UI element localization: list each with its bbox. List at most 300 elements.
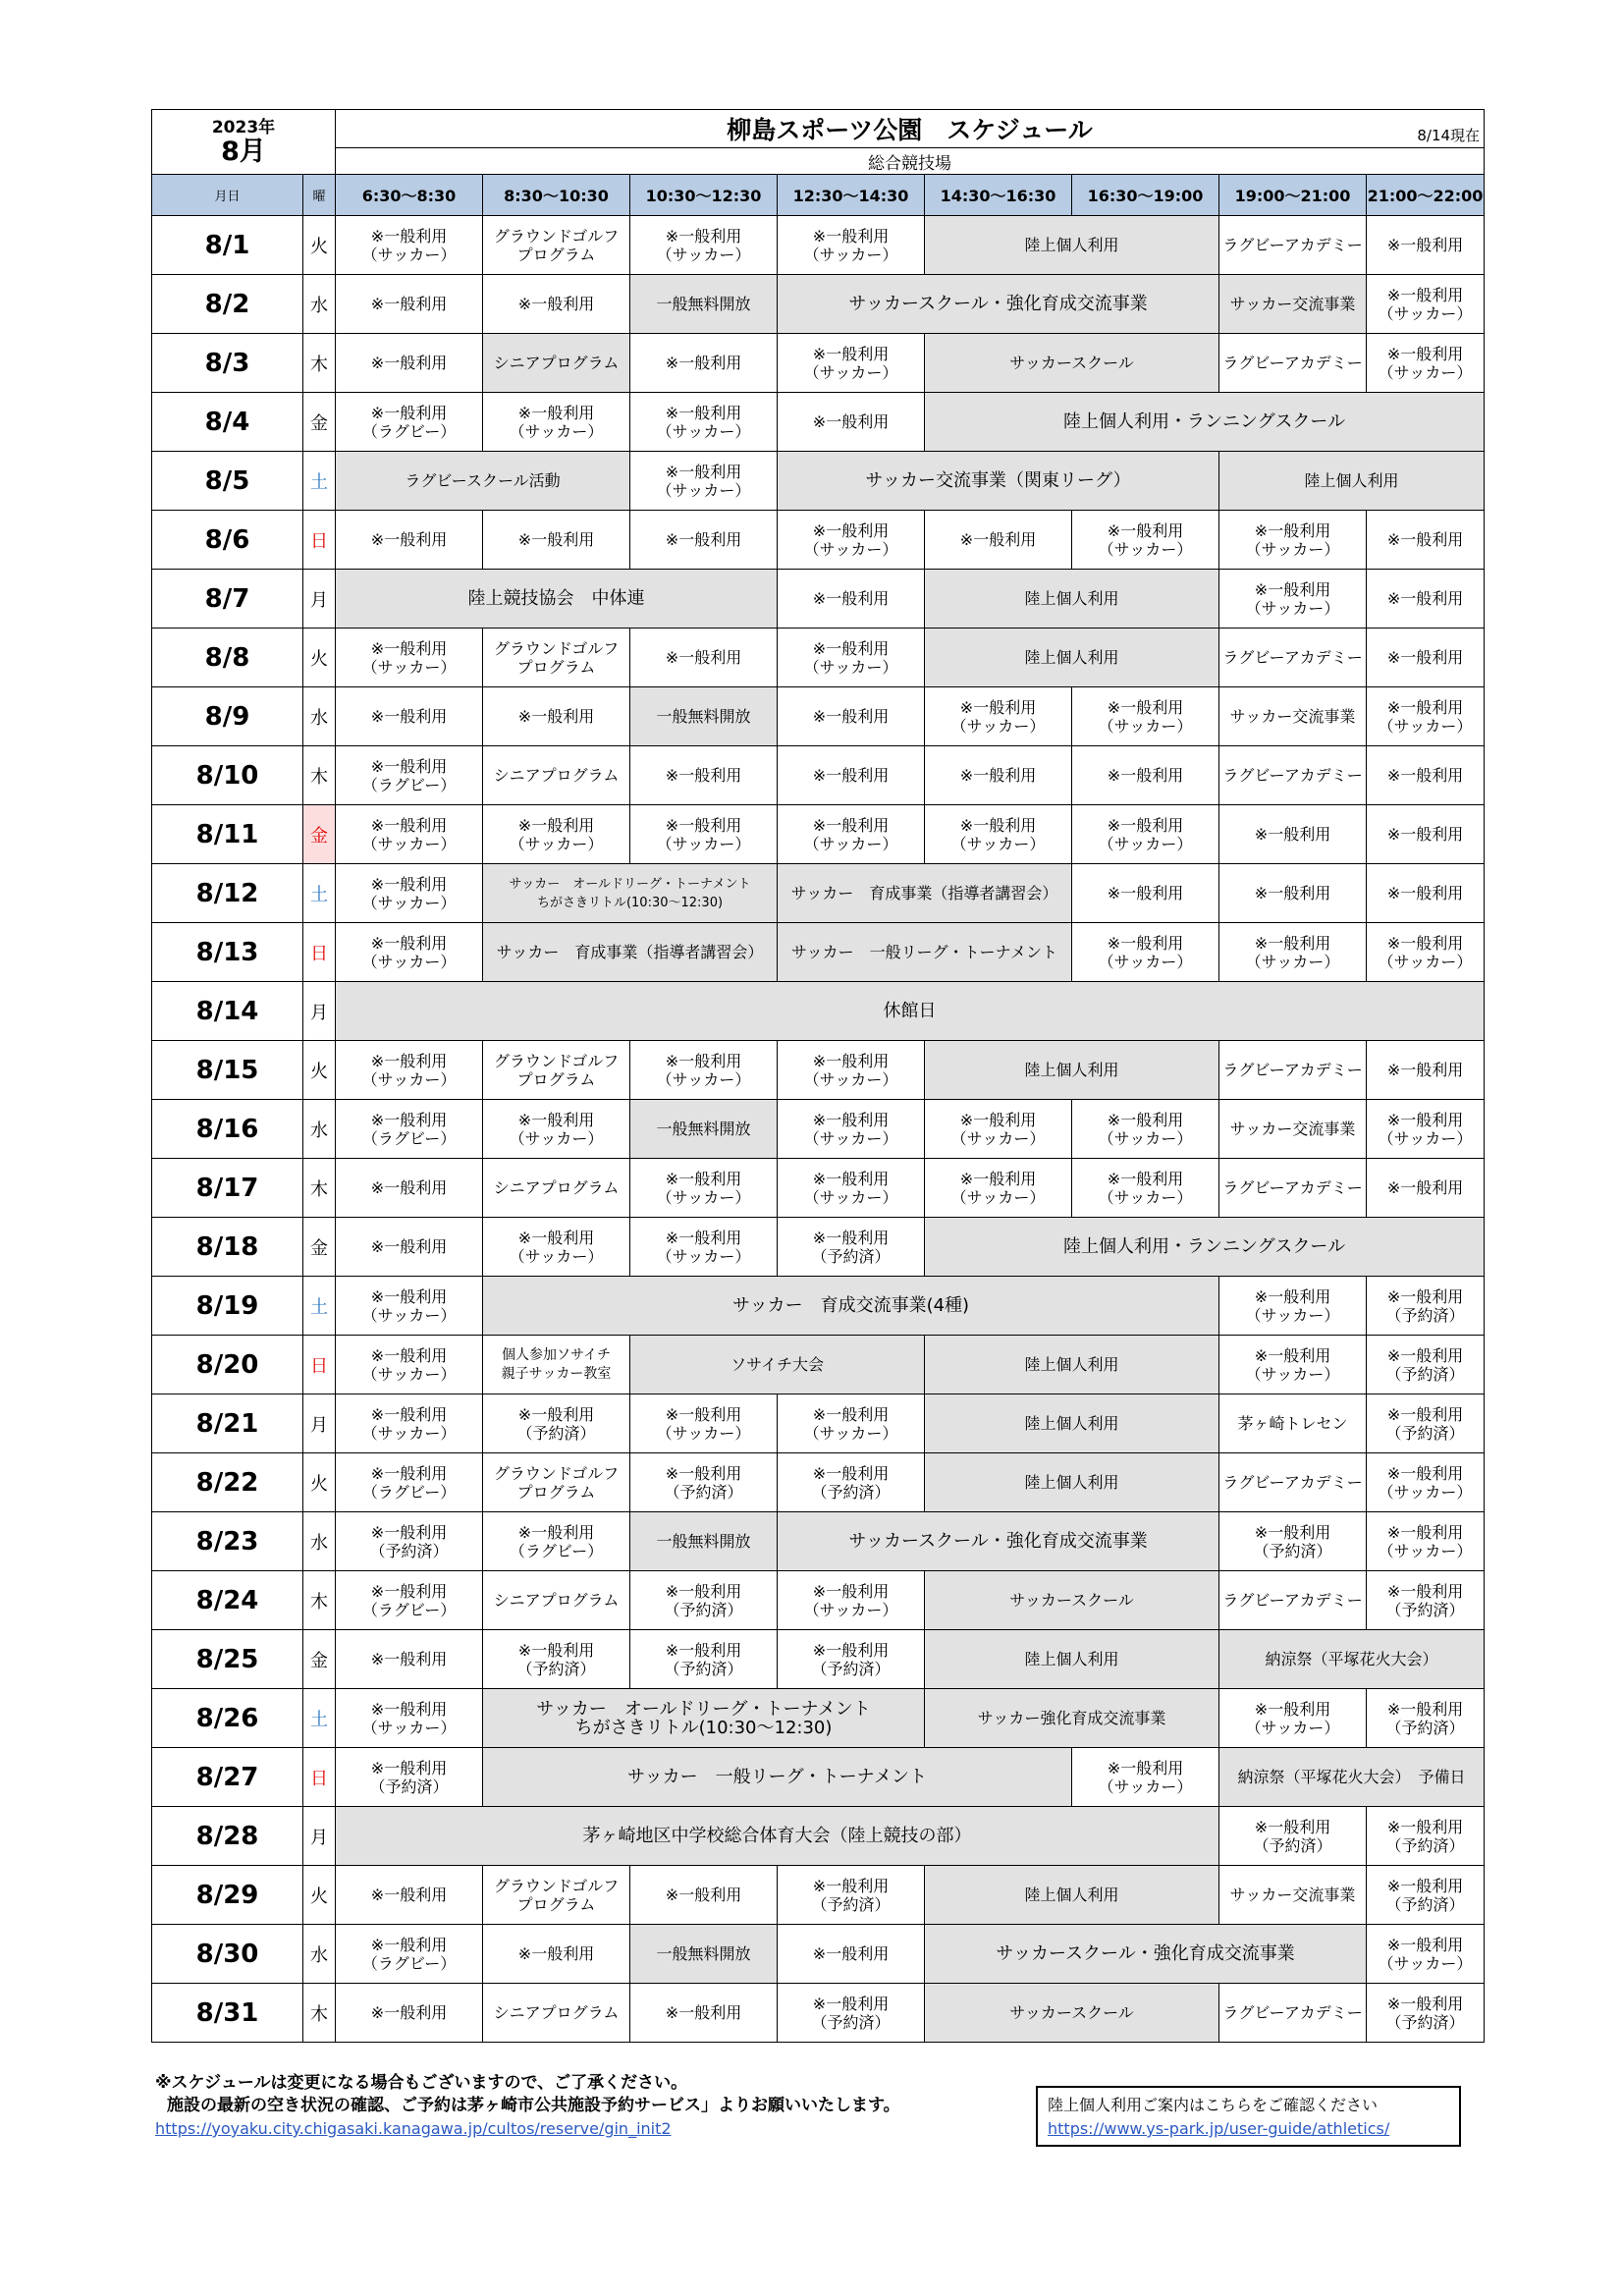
slot-cell: ※一般利用 （サッカー） [336,629,483,687]
date-cell: 8/18 [152,1218,303,1277]
event-cell: ソサイチ大会 [630,1336,925,1394]
slot-cell: ※一般利用 （サッカー） [1367,1512,1485,1571]
slot-cell: ※一般利用 [336,1984,483,2043]
facility-name: 総合競技場 [336,148,1485,175]
slot-cell: ※一般利用 （サッカー） [1072,511,1219,570]
event-cell: サッカースクール・強化育成交流事業 [778,1512,1219,1571]
slot-cell: ※一般利用 （サッカー） [630,393,778,452]
date-cell: 8/30 [152,1925,303,1984]
weekday-cell: 木 [303,1159,336,1218]
weekday-cell: 火 [303,1866,336,1925]
header-row [152,175,1485,216]
slot-cell: ※一般利用 （予約済） [1219,1807,1367,1866]
event-cell: ラグビースクール活動 [336,452,630,511]
change-notice: ※スケジュールは変更になる場合もございますので、ご了承ください。 [155,2073,688,2093]
slot-cell: ※一般利用 （サッカー） [778,511,925,570]
slot-cell: ※一般利用 （サッカー） [336,1689,483,1748]
date-cell: 8/26 [152,1689,303,1748]
as-of-date: 8/14現在 [1417,127,1481,144]
slot-cell: シニアプログラム [483,1571,630,1630]
event-cell: 陸上個人利用 [925,1866,1219,1925]
event-cell: 陸上個人利用 [925,1041,1219,1100]
table-row [152,1277,1485,1336]
weekday-cell: 日 [303,1336,336,1394]
slot-cell: ※一般利用 （サッカー） [1367,1925,1485,1984]
slot-cell: ※一般利用 （サッカー） [1219,570,1367,629]
date-cell: 8/11 [152,805,303,864]
slot-cell: ※一般利用 [336,511,483,570]
table-row [152,570,1485,629]
event-cell: 一般無料開放 [630,687,778,746]
table-row [152,1218,1485,1277]
slot-cell: ※一般利用 （サッカー） [336,1336,483,1394]
event-cell: サッカー 育成事業（指導者講習会） [778,864,1072,923]
slot-cell: ※一般利用 [630,746,778,805]
athletics-info-title: 陸上個人利用ご案内はこちらをご確認ください [1048,2096,1379,2114]
table-row [152,511,1485,570]
weekday-cell: 土 [303,452,336,511]
reservation-link[interactable]: https://yoyaku.city.chigasaki.kanagawa.jp/cultos/reserve/gin_init2 [155,2119,672,2138]
slot-cell: ※一般利用 （サッカー） [1072,805,1219,864]
date-cell: 8/10 [152,746,303,805]
slot-cell: ※一般利用 （ラグビー） [336,1571,483,1630]
slot-cell: ※一般利用 [1072,864,1219,923]
year-label: 2023年 [211,117,276,137]
table-row [152,864,1485,923]
event-cell: 陸上個人利用 [925,1630,1219,1689]
event-cell: 陸上個人利用 [1219,452,1485,511]
slot-cell: ※一般利用 （サッカー） [925,1159,1072,1218]
slot-header: 16:30〜19:00 [1072,175,1219,216]
slot-cell: ※一般利用 （予約済） [336,1512,483,1571]
slot-cell: ※一般利用 （サッカー） [630,452,778,511]
table-row [152,805,1485,864]
slot-cell: ※一般利用 （サッカー） [630,805,778,864]
slot-cell: ※一般利用 （サッカー） [1367,687,1485,746]
slot-cell: ※一般利用 （サッカー） [778,1159,925,1218]
event-cell: 陸上個人利用・ランニングスクール [925,393,1485,452]
slot-cell: ※一般利用 （サッカー） [336,805,483,864]
event-cell: 陸上個人利用・ランニングスクール [925,1218,1485,1277]
slot-cell: ※一般利用 [336,334,483,393]
slot-cell: ※一般利用 （サッカー） [336,1277,483,1336]
date-cell: 8/4 [152,393,303,452]
event-cell: 陸上個人利用 [925,1394,1219,1453]
event-cell: サッカー交流事業（関東リーグ） [778,452,1219,511]
date-cell: 8/13 [152,923,303,982]
slot-cell: ※一般利用 （サッカー） [336,864,483,923]
table-row [152,216,1485,275]
slot-cell: ※一般利用 （サッカー） [778,629,925,687]
slot-cell: ※一般利用 （サッカー） [1219,923,1367,982]
table-row [152,1689,1485,1748]
slot-cell: ※一般利用 [1367,864,1485,923]
slot-header: 6:30〜8:30 [336,175,483,216]
table-row [152,1453,1485,1512]
slot-header: 19:00〜21:00 [1219,175,1367,216]
slot-cell: ※一般利用 [336,1630,483,1689]
slot-cell: 茅ヶ崎トレセン [1219,1394,1367,1453]
schedule-body [152,216,1485,2043]
date-cell: 8/2 [152,275,303,334]
slot-cell: ※一般利用 （予約済） [1367,1984,1485,2043]
weekday-cell: 水 [303,687,336,746]
date-cell: 8/29 [152,1866,303,1925]
slot-cell: ラグビーアカデミー [1219,1041,1367,1100]
slot-header: 10:30〜12:30 [630,175,778,216]
event-cell: サッカー オールドリーグ・トーナメント ちがさきリトル(10:30〜12:30) [483,864,778,923]
weekday-cell: 木 [303,334,336,393]
table-row [152,746,1485,805]
slot-cell: ※一般利用 [1367,1159,1485,1218]
slot-cell: ※一般利用 （予約済） [1367,1866,1485,1925]
slot-header: 14:30〜16:30 [925,175,1072,216]
slot-cell: ※一般利用 （サッカー） [1367,1100,1485,1159]
slot-cell: ※一般利用 （予約済） [778,1984,925,2043]
slot-cell: ※一般利用 [925,511,1072,570]
slot-cell: ※一般利用 [336,1866,483,1925]
slot-cell: ラグビーアカデミー [1219,334,1367,393]
slot-cell: ※一般利用 （サッカー） [1219,1336,1367,1394]
slot-cell: ラグビーアカデミー [1219,1453,1367,1512]
slot-cell: サッカー交流事業 [1219,687,1367,746]
weekday-cell: 日 [303,923,336,982]
weekday-cell: 金 [303,805,336,864]
slot-cell: ※一般利用 （サッカー） [1219,1689,1367,1748]
slot-cell: ラグビーアカデミー [1219,1159,1367,1218]
date-cell: 8/14 [152,982,303,1041]
col-dow-header: 曜 [303,175,336,216]
weekday-cell: 日 [303,1748,336,1807]
slot-cell: ラグビーアカデミー [1219,629,1367,687]
slot-header: 21:00〜22:00 [1367,175,1485,216]
facility-row [152,148,1485,175]
athletics-info-link[interactable]: https://www.ys-park.jp/user-guide/athletics/ [1048,2119,1390,2138]
slot-cell: ※一般利用 （サッカー） [778,1571,925,1630]
date-cell: 8/5 [152,452,303,511]
table-row [152,1925,1485,1984]
slot-cell: ※一般利用 （サッカー） [336,1041,483,1100]
event-cell: 陸上個人利用 [925,216,1219,275]
date-cell: 8/20 [152,1336,303,1394]
slot-cell: ※一般利用 [778,1925,925,1984]
slot-cell: ※一般利用 （サッカー） [336,1394,483,1453]
slot-cell: ※一般利用 （サッカー） [483,393,630,452]
slot-cell: サッカー交流事業 [1219,1866,1367,1925]
slot-cell: ※一般利用 （ラグビー） [336,1100,483,1159]
page-title: 柳島スポーツ公園 スケジュール [727,116,1093,144]
slot-cell: ※一般利用 （サッカー） [483,1100,630,1159]
table-row [152,1394,1485,1453]
table-row [152,1630,1485,1689]
slot-cell: ※一般利用 [1367,805,1485,864]
slot-cell: ※一般利用 （予約済） [630,1571,778,1630]
slot-cell: ※一般利用 （サッカー） [1367,923,1485,982]
slot-cell: ※一般利用 [778,687,925,746]
slot-cell: ラグビーアカデミー [1219,216,1367,275]
event-cell: 陸上競技協会 中体連 [336,570,778,629]
slot-cell: ※一般利用 （サッカー） [1072,687,1219,746]
slot-cell: サッカー交流事業 [1219,1100,1367,1159]
slot-header: 8:30〜10:30 [483,175,630,216]
slot-cell: ※一般利用 [1367,1041,1485,1100]
date-cell: 8/19 [152,1277,303,1336]
event-cell: サッカー強化育成交流事業 [925,1689,1219,1748]
month-label: 8月 [221,136,266,167]
event-cell: 納涼祭（平塚花火大会） [1219,1630,1485,1689]
date-cell: 8/6 [152,511,303,570]
slot-cell: ※一般利用 （予約済） [483,1630,630,1689]
date-cell: 8/23 [152,1512,303,1571]
slot-cell: ※一般利用 [336,1159,483,1218]
slot-cell: ※一般利用 [630,1984,778,2043]
slot-cell: ※一般利用 （サッカー） [336,216,483,275]
table-row [152,393,1485,452]
table-row [152,1512,1485,1571]
slot-cell: ※一般利用 [336,1218,483,1277]
slot-cell: ※一般利用 （サッカー） [336,923,483,982]
weekday-cell: 金 [303,1630,336,1689]
slot-cell: ※一般利用 （予約済） [1367,1277,1485,1336]
slot-cell: ※一般利用 （サッカー） [1367,1453,1485,1512]
table-row [152,452,1485,511]
slot-cell: ※一般利用 （予約済） [778,1218,925,1277]
athletics-info-box [1036,2086,1461,2147]
slot-cell: ※一般利用 [630,1866,778,1925]
slot-cell: ※一般利用 [1072,746,1219,805]
slot-cell: ※一般利用 （ラグビー） [336,393,483,452]
weekday-cell: 土 [303,864,336,923]
slot-cell: ※一般利用 （サッカー） [1367,275,1485,334]
event-cell: サッカースクール [925,1571,1219,1630]
weekday-cell: 水 [303,1512,336,1571]
title-row [152,110,1485,148]
event-cell: 一般無料開放 [630,275,778,334]
weekday-cell: 火 [303,1041,336,1100]
slot-cell: ※一般利用 （予約済） [1367,1571,1485,1630]
footer-notes [155,2072,900,2140]
slot-cell: ※一般利用 （ラグビー） [336,1925,483,1984]
slot-cell: ※一般利用 （サッカー） [778,805,925,864]
weekday-cell: 木 [303,1984,336,2043]
slot-cell: ※一般利用 （ラグビー） [483,1512,630,1571]
table-row [152,687,1485,746]
event-cell: 納涼祭（平塚花火大会） 予備日 [1219,1748,1485,1807]
slot-cell: ※一般利用 [483,275,630,334]
slot-cell: ※一般利用 （サッカー） [1072,923,1219,982]
event-cell: 陸上個人利用 [925,629,1219,687]
event-cell: サッカースクール・強化育成交流事業 [778,275,1219,334]
weekday-cell: 月 [303,982,336,1041]
date-cell: 8/8 [152,629,303,687]
slot-cell: ※一般利用 （予約済） [778,1453,925,1512]
slot-cell: ラグビーアカデミー [1219,1571,1367,1630]
slot-cell: ※一般利用 （サッカー） [778,334,925,393]
slot-cell: ※一般利用 （サッカー） [1219,1277,1367,1336]
event-cell: 陸上個人利用 [925,570,1219,629]
weekday-cell: 水 [303,275,336,334]
weekday-cell: 月 [303,570,336,629]
weekday-cell: 金 [303,1218,336,1277]
weekday-cell: 火 [303,216,336,275]
slot-cell: ※一般利用 [630,629,778,687]
slot-cell: ※一般利用 [630,334,778,393]
slot-cell: グラウンドゴルフ プログラム [483,629,630,687]
weekday-cell: 火 [303,1453,336,1512]
date-cell: 8/27 [152,1748,303,1807]
slot-cell: ※一般利用 （サッカー） [483,805,630,864]
slot-cell: ※一般利用 （サッカー） [630,216,778,275]
slot-cell: グラウンドゴルフ プログラム [483,1041,630,1100]
date-cell: 8/31 [152,1984,303,2043]
weekday-cell: 月 [303,1807,336,1866]
slot-cell: ※一般利用 （サッカー） [925,687,1072,746]
table-row [152,1100,1485,1159]
table-row [152,1866,1485,1925]
event-cell: 休館日 [336,982,1485,1041]
slot-cell: ※一般利用 （予約済） [1219,1512,1367,1571]
slot-cell: ※一般利用 （サッカー） [1072,1748,1219,1807]
table-row [152,1984,1485,2043]
table-row [152,923,1485,982]
date-cell: 8/16 [152,1100,303,1159]
weekday-cell: 木 [303,746,336,805]
date-cell: 8/28 [152,1807,303,1866]
table-row [152,334,1485,393]
slot-cell: ※一般利用 （予約済） [1367,1689,1485,1748]
slot-cell: ※一般利用 [483,687,630,746]
reservation-notice: 施設の最新の空き状況の確認、ご予約は茅ヶ崎市公共施設予約サービス」よりお願いいたします。 [167,2096,900,2115]
slot-cell: ※一般利用 （サッカー） [1367,334,1485,393]
slot-cell: ※一般利用 （予約済） [483,1394,630,1453]
date-cell: 8/22 [152,1453,303,1512]
slot-cell: ※一般利用 [1367,216,1485,275]
slot-cell: ※一般利用 （サッカー） [1072,1159,1219,1218]
weekday-cell: 金 [303,393,336,452]
weekday-cell: 土 [303,1689,336,1748]
page-title-cell [336,110,1485,148]
slot-cell: ※一般利用 [1367,511,1485,570]
slot-cell: ※一般利用 （サッカー） [630,1159,778,1218]
weekday-cell: 水 [303,1925,336,1984]
date-cell: 8/25 [152,1630,303,1689]
event-cell: 一般無料開放 [630,1100,778,1159]
slot-cell: ※一般利用 [778,746,925,805]
slot-cell: グラウンドゴルフ プログラム [483,1453,630,1512]
slot-cell: ※一般利用 （サッカー） [778,1100,925,1159]
table-row [152,1571,1485,1630]
table-row [152,629,1485,687]
slot-cell: ※一般利用 （サッカー） [630,1041,778,1100]
slot-cell: ※一般利用 （ラグビー） [336,746,483,805]
date-cell: 8/24 [152,1571,303,1630]
slot-cell: シニアプログラム [483,746,630,805]
slot-cell: シニアプログラム [483,1159,630,1218]
slot-cell: ※一般利用 [778,393,925,452]
date-cell: 8/7 [152,570,303,629]
slot-cell: ※一般利用 （サッカー） [778,1041,925,1100]
weekday-cell: 日 [303,511,336,570]
date-cell: 8/12 [152,864,303,923]
date-cell: 8/3 [152,334,303,393]
slot-cell: グラウンドゴルフ プログラム [483,1866,630,1925]
event-cell: 一般無料開放 [630,1925,778,1984]
slot-cell: ※一般利用 （ラグビー） [336,1453,483,1512]
date-cell: 8/15 [152,1041,303,1100]
slot-cell: ※一般利用 （予約済） [1367,1807,1485,1866]
event-cell: サッカースクール [925,334,1219,393]
slot-cell: ※一般利用 （予約済） [1367,1394,1485,1453]
weekday-cell: 火 [303,629,336,687]
slot-cell: シニアプログラム [483,1984,630,2043]
slot-cell: グラウンドゴルフ プログラム [483,216,630,275]
slot-cell: ※一般利用 （予約済） [630,1630,778,1689]
slot-cell: ※一般利用 （サッカー） [1219,511,1367,570]
slot-cell: ※一般利用 [336,275,483,334]
event-cell: サッカー 一般リーグ・トーナメント [778,923,1072,982]
slot-cell: ※一般利用 [483,1925,630,1984]
slot-cell: ラグビーアカデミー [1219,1984,1367,2043]
event-cell: 一般無料開放 [630,1512,778,1571]
slot-cell: ※一般利用 [778,570,925,629]
table-row [152,1041,1485,1100]
event-cell: 茅ヶ崎地区中学校総合体育大会（陸上競技の部） [336,1807,1219,1866]
table-row [152,1159,1485,1218]
slot-cell: ※一般利用 （サッカー） [483,1218,630,1277]
event-cell: 陸上個人利用 [925,1453,1219,1512]
year-month-cell [152,110,336,175]
slot-cell: ※一般利用 （サッカー） [630,1394,778,1453]
slot-cell: ※一般利用 [1219,805,1367,864]
table-row [152,275,1485,334]
slot-cell: ※一般利用 （サッカー） [925,1100,1072,1159]
event-cell: 陸上個人利用 [925,1336,1219,1394]
table-row [152,1807,1485,1866]
table-row [152,1336,1485,1394]
slot-cell: ※一般利用 [336,687,483,746]
slot-cell: ※一般利用 （予約済） [336,1748,483,1807]
table-row [152,982,1485,1041]
slot-cell: ※一般利用 （サッカー） [778,1394,925,1453]
event-cell: サッカー 育成交流事業(4種) [483,1277,1219,1336]
slot-cell: ※一般利用 [1367,570,1485,629]
slot-cell: ※一般利用 （サッカー） [778,216,925,275]
event-cell: サッカー 育成事業（指導者講習会） [483,923,778,982]
event-cell: サッカー交流事業 [1219,275,1367,334]
date-cell: 8/1 [152,216,303,275]
slot-cell: ※一般利用 [925,746,1072,805]
slot-cell: 個人参加ソサイチ 親子サッカー教室 [483,1336,630,1394]
slot-cell: ※一般利用 （予約済） [778,1630,925,1689]
slot-cell: ※一般利用 [1367,629,1485,687]
weekday-cell: 水 [303,1100,336,1159]
event-cell: サッカー 一般リーグ・トーナメント [483,1748,1072,1807]
weekday-cell: 月 [303,1394,336,1453]
table-row [152,1748,1485,1807]
date-cell: 8/9 [152,687,303,746]
weekday-cell: 木 [303,1571,336,1630]
event-cell: サッカー オールドリーグ・トーナメント ちがさきリトル(10:30〜12:30) [483,1689,925,1748]
date-cell: 8/21 [152,1394,303,1453]
slot-cell: ※一般利用 [630,511,778,570]
slot-cell: ※一般利用 （予約済） [1367,1336,1485,1394]
event-cell: サッカースクール・強化育成交流事業 [925,1925,1367,1984]
slot-cell: ※一般利用 （サッカー） [925,805,1072,864]
slot-cell: ※一般利用 （予約済） [630,1453,778,1512]
event-cell: シニアプログラム [483,334,630,393]
slot-cell: ※一般利用 （サッカー） [630,1218,778,1277]
event-cell: サッカースクール [925,1984,1219,2043]
